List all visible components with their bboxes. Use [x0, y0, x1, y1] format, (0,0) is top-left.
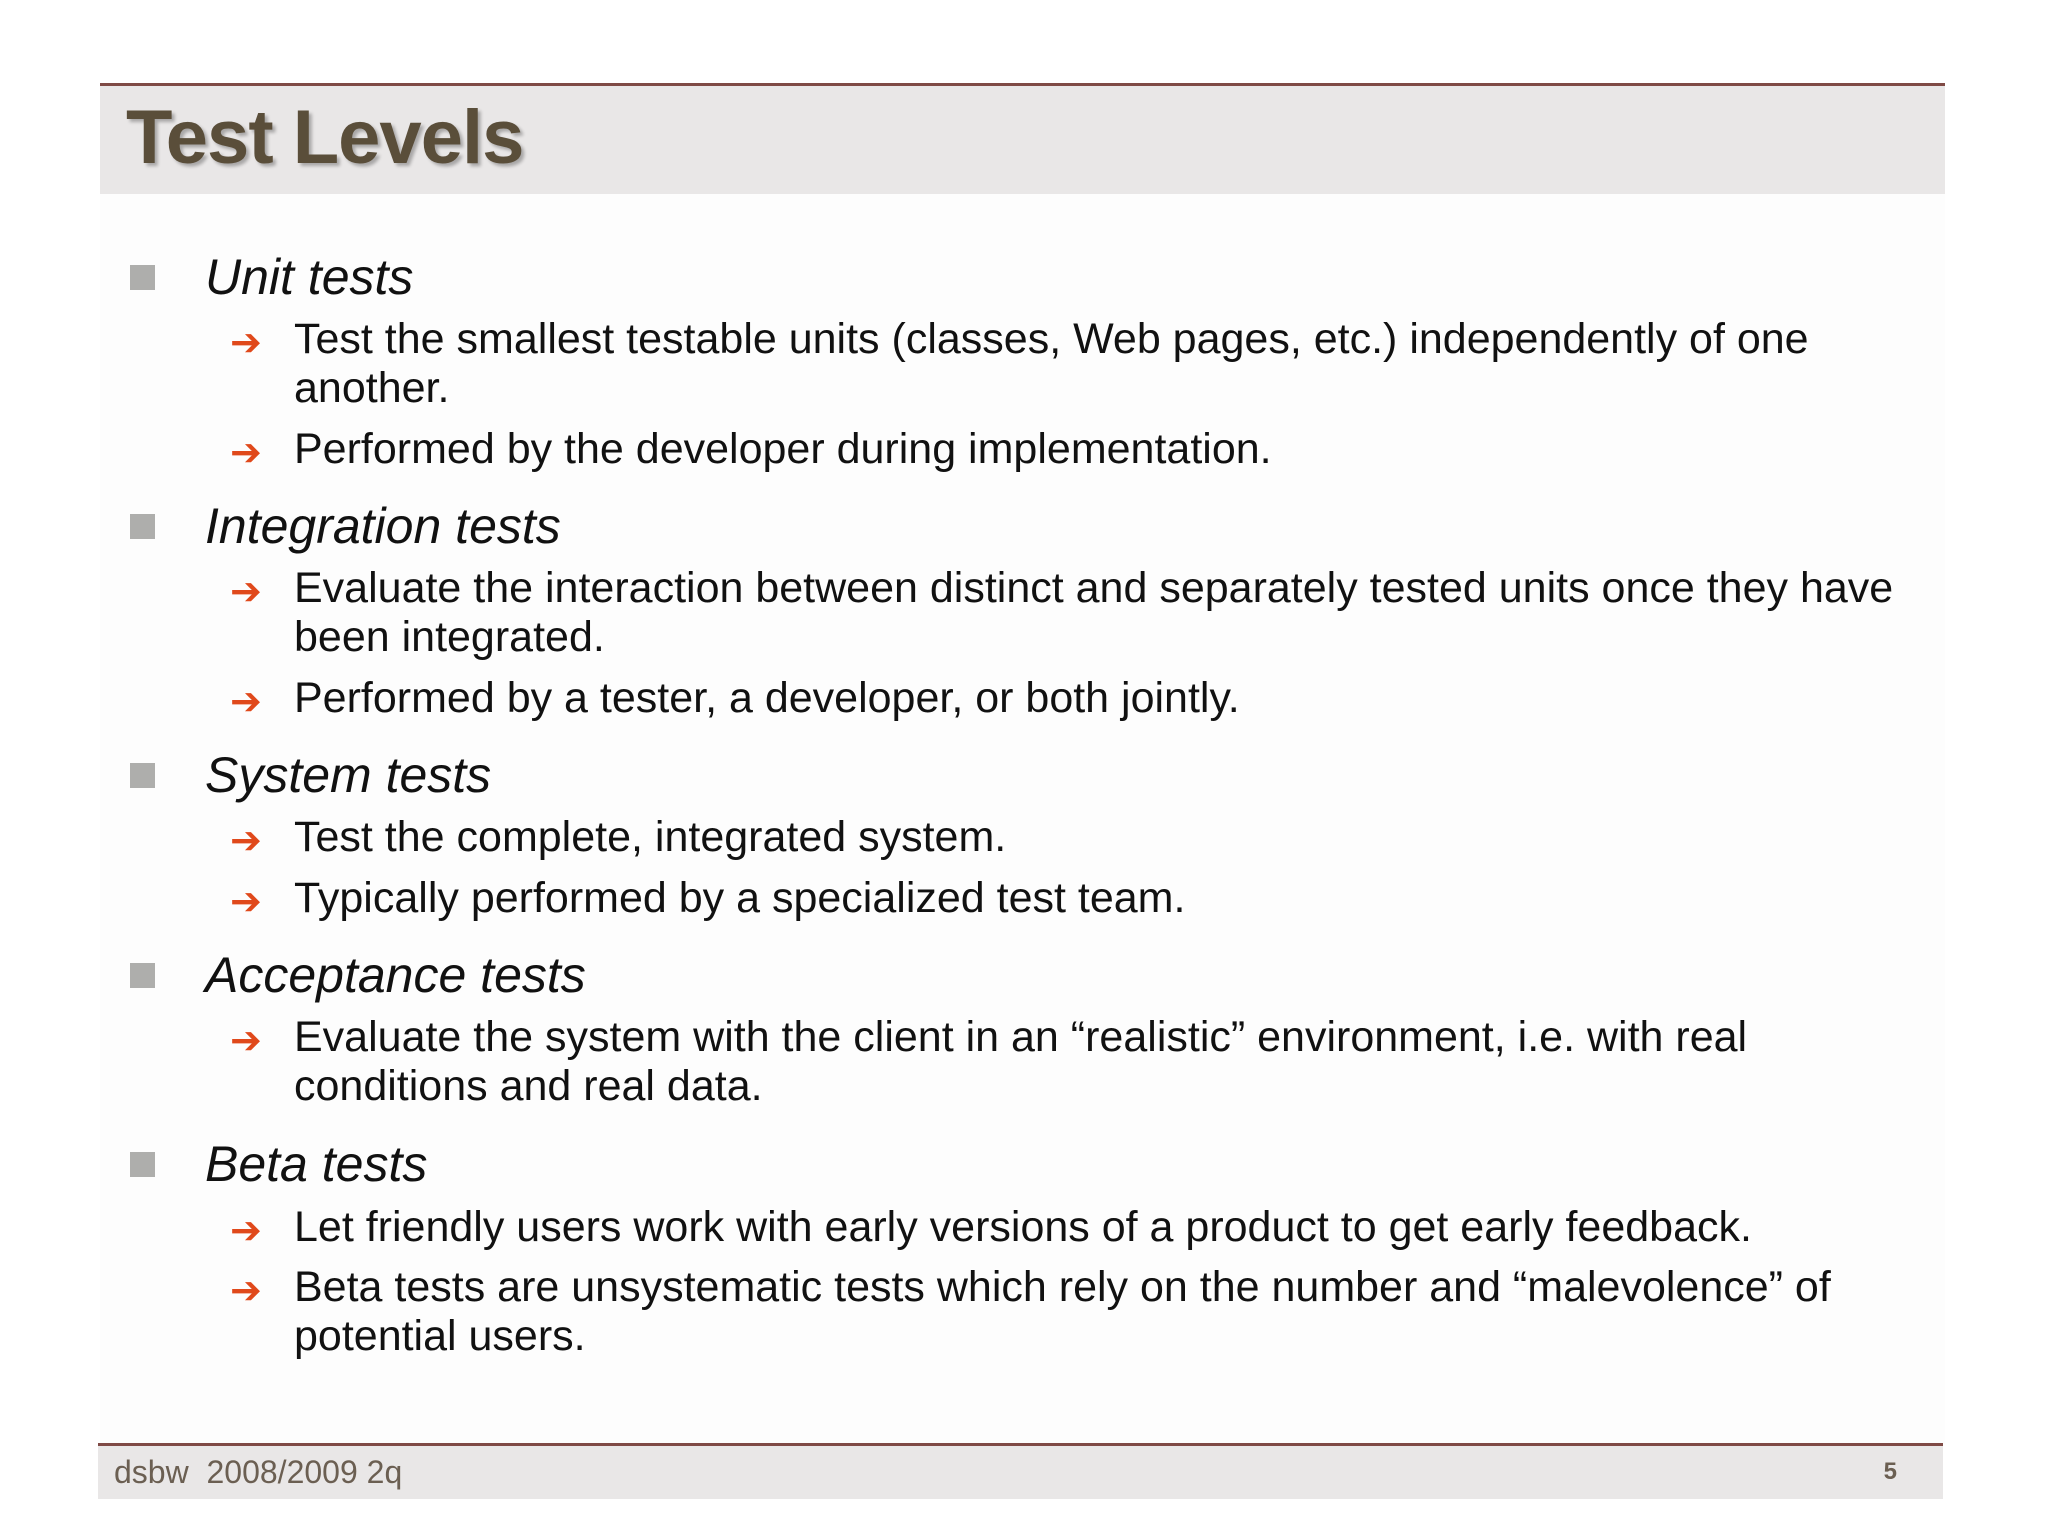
level-title: Beta tests — [205, 1136, 428, 1192]
square-bullet-icon — [130, 963, 155, 988]
level-title: Acceptance tests — [205, 947, 586, 1003]
page-number: 5 — [1883, 1458, 1897, 1485]
level-title: System tests — [205, 747, 492, 803]
footer-course-label: dsbw 2008/2009 2q — [114, 1454, 403, 1490]
right-arrow-icon: ➔ — [230, 1018, 262, 1062]
sub-item-text: Evaluate the system with the client in an “realistic” environment, i.e. with real conditions and real data. — [294, 1013, 1748, 1110]
level-title: Unit tests — [205, 249, 414, 305]
level-title: Integration tests — [205, 498, 561, 554]
square-bullet-icon — [130, 763, 155, 788]
sub-item-text: Evaluate the interaction between distinct and separately tested units once they have been integrated. — [294, 564, 1894, 661]
right-arrow-icon: ➔ — [230, 320, 262, 364]
right-arrow-icon: ➔ — [230, 818, 262, 862]
sub-item-text: Let friendly users work with early versions of a product to get early feedback. — [294, 1203, 1752, 1251]
sub-item-text: Typically performed by a specialized test team. — [294, 874, 1186, 922]
square-bullet-icon — [130, 514, 155, 539]
right-arrow-icon: ➔ — [230, 679, 262, 723]
sub-item-text: Test the complete, integrated system. — [294, 813, 1007, 861]
right-arrow-icon: ➔ — [230, 1208, 262, 1252]
right-arrow-icon: ➔ — [230, 1268, 262, 1312]
sub-item-text: Performed by a tester, a developer, or both jointly. — [294, 674, 1240, 722]
sub-item-text: Beta tests are unsystematic tests which rely on the number and “malevolence” of potential users. — [294, 1263, 1831, 1360]
right-arrow-icon: ➔ — [230, 569, 262, 613]
sub-item-text: Test the smallest testable units (classes, Web pages, etc.) independently of one another. — [294, 315, 1809, 412]
slide-title: Test Levels — [126, 95, 524, 180]
square-bullet-icon — [130, 1152, 155, 1177]
footer-bar — [98, 1443, 1943, 1499]
right-arrow-icon: ➔ — [230, 879, 262, 923]
right-arrow-icon: ➔ — [230, 430, 262, 474]
sub-item-text: Performed by the developer during implementation. — [294, 425, 1272, 473]
square-bullet-icon — [130, 265, 155, 290]
